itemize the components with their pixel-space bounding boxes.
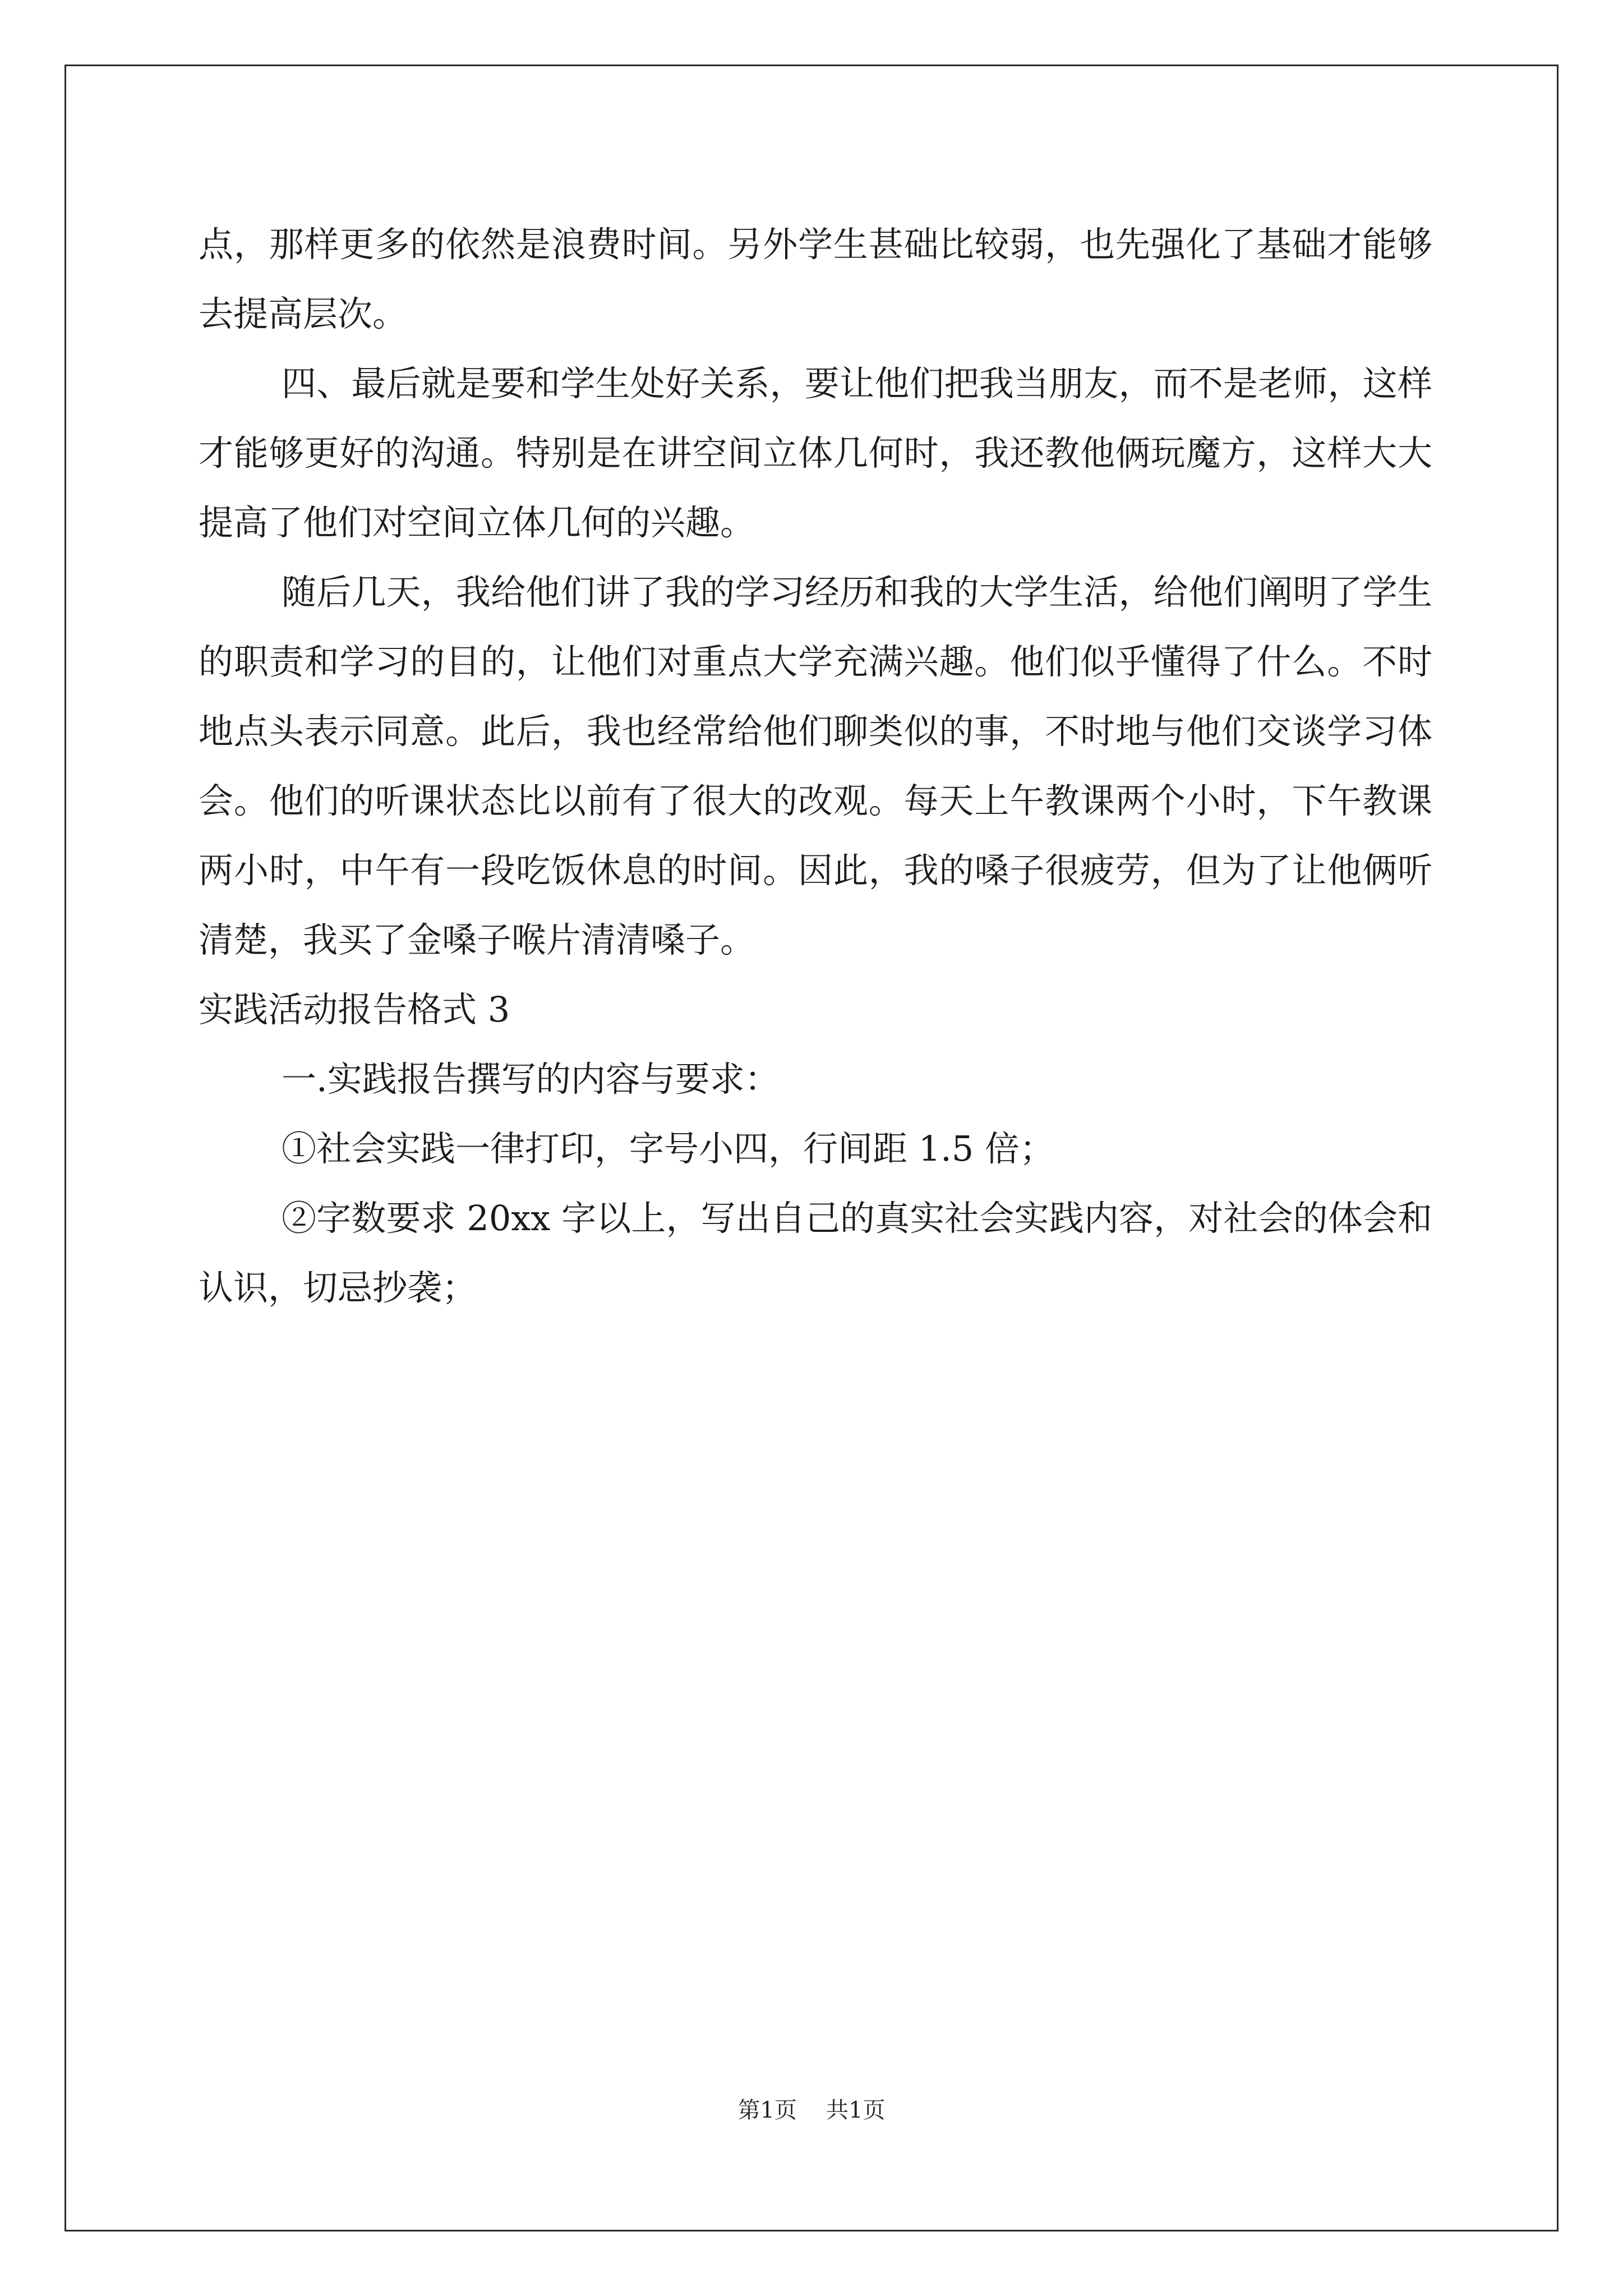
document-body xyxy=(199,210,1432,1323)
paragraph-1: 点，那样更多的依然是浪费时间。另外学生甚础比较弱，也先强化了基础才能够去提高层次。 xyxy=(199,224,1432,334)
paragraph-2: 四、最后就是要和学生处好关系，要让他们把我当朋友，而不是老师，这样才能够更好的沟通。特别是在讲空间立体几何时，我还教他俩玩魔方，这样大大提高了他们对空间立体几何的兴趣。 xyxy=(199,363,1432,543)
section-heading: 实践活动报告格式 3 xyxy=(199,989,510,1030)
page-number-total: 共1页 xyxy=(826,2097,886,2123)
paragraph-6: ②字数要求 20xx 字以上，写出自己的真实社会实践内容，对社会的体会和认识，切忌抄袭； xyxy=(199,1198,1432,1308)
paragraph-4: 一.实践报告撰写的内容与要求： xyxy=(282,1059,780,1099)
page-footer xyxy=(0,2093,1623,2127)
paragraph-5: ①社会实践一律打印，字号小四，行间距 1.5 倍； xyxy=(282,1128,1055,1169)
page-number-current: 第1页 xyxy=(737,2097,797,2123)
paragraph-3: 随后几天，我给他们讲了我的学习经历和我的大学生活，给他们阐明了学生的职责和学习的目的，让他们对重点大学充满兴趣。他们似乎懂得了什么。不时地点头表示同意。此后，我也经常给他们聊类似的事，不时地与他们交谈学习体会。他们的听课状态比以前有了很大的改观。每天上午教课两个小时，下午教课两小时，中午有一段吃饭休息的时间。因此，我的嗓子很疲劳，但为了让他俩听清楚，我买了金嗓子喉片清清嗓子。 xyxy=(199,572,1432,960)
